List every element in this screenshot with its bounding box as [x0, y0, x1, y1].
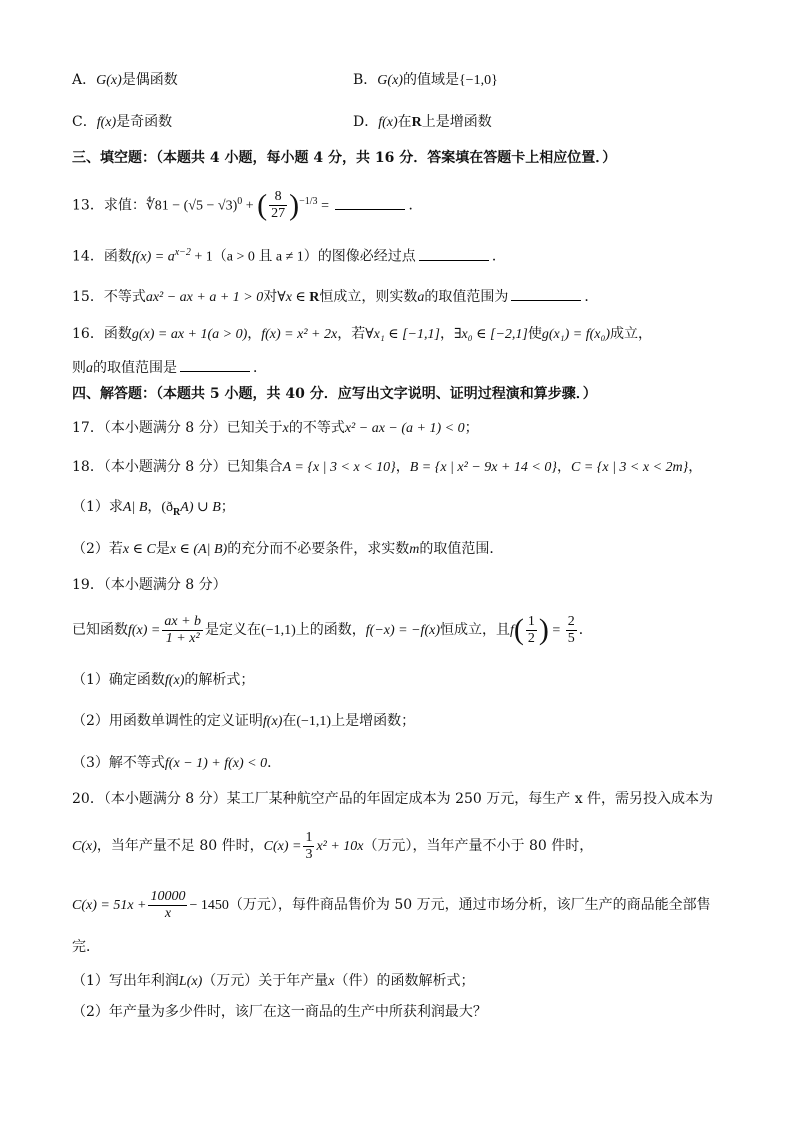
math-expr: f(−x) = −f(x): [365, 623, 440, 638]
math-expr: ∜81 − (√5 − √3): [145, 198, 238, 214]
exponent: −1/3: [299, 196, 318, 207]
choice-label: C．: [72, 114, 97, 130]
math-expr: + 1: [190, 249, 213, 265]
math-expr: f(x) = x² + 2x: [261, 327, 338, 342]
question-20-line3: C(x) = 51x + $\frac{10000}{x}$ − 1450（万元），每件商品售价为 50 万元，通过市场分析，该厂生产的商品能全部售: [72, 888, 711, 921]
question-number: 13．求值：: [72, 197, 146, 214]
variable: a: [86, 361, 93, 376]
question-text: 的图像必经过点: [317, 248, 416, 265]
math-expr: C(x): [72, 839, 97, 854]
math-expr: f(x): [378, 115, 398, 130]
math-expr: G(x): [96, 73, 122, 88]
math-expr: ∀x₁ ∈ [−1,1]: [365, 327, 440, 342]
fraction: $\frac{1}{2}$: [527, 613, 535, 646]
math-expr: g(x₁) = f(x₀): [541, 327, 610, 342]
answer-blank[interactable]: [180, 357, 250, 372]
choice-text: 在: [397, 114, 412, 130]
question-19-part2: （2）用函数单调性的定义证明f(x)在(−1,1)上是增函数；: [72, 713, 416, 729]
fraction: $\frac{8}{27}$: [271, 189, 286, 222]
question-number: 14．函数: [72, 248, 132, 265]
math-expr: x² − ax − (a + 1) < 0: [344, 421, 465, 436]
question-number: 18．（本小题满分 8 分）已知集合: [72, 459, 283, 475]
question-20-part1: （1）写出年利润L(x)（万元）关于年产量x（件）的函数解析式；: [72, 973, 475, 989]
math-expr: B = {x | x² − 9x + 14 < 0}: [409, 460, 557, 475]
math-expr: f: [509, 623, 514, 638]
part-label: （2）若: [72, 541, 123, 557]
question-19-part3: （3）解不等式f(x − 1) + f(x) < 0．: [72, 755, 282, 771]
math-expr: (ð: [161, 500, 174, 515]
choice-text: 是偶函数: [121, 72, 178, 88]
question-18-part2: （2）若x ∈ C是x ∈ (A| B)的充分而不必要条件，求实数m的取值范围．: [72, 541, 504, 557]
math-expr: A) ∪ B: [180, 500, 221, 515]
question-19-part1: （1）确定函数f(x)的解析式；: [72, 672, 255, 688]
part-label: （3）解不等式: [72, 755, 165, 771]
math-expr: g(x) = ax + 1(a > 0): [131, 327, 248, 342]
choice-d: [353, 112, 492, 133]
math-expr: x ∈ C: [122, 542, 156, 557]
math-expr: L(x): [178, 974, 203, 989]
choice-label: D．: [353, 114, 379, 130]
part-label: （1）写出年利润: [72, 973, 179, 989]
choice-a: [72, 70, 178, 91]
math-expr: f(x) = a: [131, 249, 175, 265]
fraction: $\frac{10000}{x}$: [150, 888, 186, 921]
question-18-part1: （1）求A| B，$(ð_RA)$ ∪ B；: [72, 499, 235, 518]
question-14: 14．函数$f(x) = a^{x-2} + 1(a > 0$ 且 a ≠ 1）的图像必经过点 ．: [72, 247, 506, 265]
math-expr: {−1,0}: [458, 73, 498, 88]
math-expr: ∀x ∈: [277, 290, 310, 305]
question-16-line1: 16．函数g(x) = ax + 1(a > 0)，f(x) = x² + 2x，若∀x₁ ∈ [−1,1]，∃x₀ ∈ [−2,1]使g(x₁) = f(x₀)成立，: [72, 326, 652, 342]
choice-text: 是奇函数: [116, 114, 173, 130]
answer-blank[interactable]: [419, 246, 489, 261]
choice-text: 的值域是: [402, 72, 459, 88]
question-16-line2: 则a的取值范围是 ．: [72, 357, 267, 379]
math-expr: x² + 10x: [316, 839, 364, 854]
math-expr: f(x) =: [128, 623, 161, 638]
fraction: $\frac{1}{3}$: [305, 829, 313, 862]
math-expr: G(x): [377, 73, 403, 88]
math-expr: A| B: [122, 500, 148, 515]
question-20-line4: 完．: [72, 939, 100, 955]
math-expr: f(x): [262, 714, 283, 729]
question-20-part2: [72, 1002, 487, 1022]
exponent: x−2: [174, 247, 191, 258]
question-number: 17．（本小题满分 8 分）已知关于: [72, 420, 283, 436]
exponent: 0: [237, 196, 243, 207]
math-expr: − 1450: [189, 898, 229, 913]
math-expr: f(x): [96, 115, 117, 130]
question-19-line1: 已知函数f(x) = $\frac{ax + b}{\text{1 + x²}}$ 是定义在(−1,1)上的函数，f(−x) = −f(x)恒成立，且f( $\frac{1}{2}$ ) = $\frac{2}{5}$ ．: [72, 613, 593, 646]
question-17: 17．（本小题满分 8 分）已知关于x的不等式x² − ax − (a + 1) < 0；: [72, 420, 479, 436]
part-label: （2）用函数单调性的定义证明: [72, 713, 263, 729]
fraction: $\frac{ax + b}{\text{1 + x²}}$: [164, 613, 202, 646]
fraction: $\frac{2}{5}$: [567, 613, 575, 646]
question-number: 16．函数: [72, 326, 132, 342]
section4-title: 四、解答题：（本题共 5 小题，共 40 分．应写出文字说明、证明过程演和算步骤．）: [72, 386, 597, 402]
math-op: +: [242, 198, 258, 214]
math-expr: f(x): [164, 673, 185, 688]
answer-blank[interactable]: [335, 195, 405, 210]
math-expr: (−1,1): [296, 714, 332, 729]
math-expr: C(x) = 51x +: [72, 898, 147, 913]
question-13: 13．求值：∜81 − $(√5 - √3)^0$ + ( $\frac{8}{27}$ )$^{-1/3}$ = ．: [72, 188, 423, 222]
part-label: （2）年产量为多少件时，该厂在这一商品的生产中所获利润最大？: [72, 1004, 487, 1020]
real-set-symbol: R: [309, 290, 320, 305]
question-18-line1: 18．（本小题满分 8 分）已知集合A = {x | 3 < x < 10}，B = {x | x² − 9x + 14 < 0}，C = {x | 3 < x < 2m}，: [72, 459, 703, 475]
choice-label: B．: [353, 72, 378, 88]
math-expr: x ∈ (A| B): [169, 542, 228, 557]
choice-text: 上是增函数: [421, 114, 492, 130]
math-expr: C = {x | 3 < x < 2m}: [570, 460, 689, 475]
part-label: （1）求: [72, 499, 123, 515]
variable: x: [282, 421, 289, 436]
math-expr: f(x − 1) + f(x) < 0: [164, 756, 268, 771]
question-15: 15．不等式ax² − ax + a + 1 > 0对∀x ∈ R恒成立，则实数a的取值范围为 ．: [72, 286, 598, 308]
variable: a: [417, 290, 425, 305]
math-expr: ∃x₀ ∈ [−2,1]: [453, 327, 528, 342]
math-expr: A = {x | 3 < x < 10}: [282, 460, 396, 475]
math-expr: (−1,1): [261, 623, 296, 638]
part-label: （1）确定函数: [72, 672, 165, 688]
question-number: 15．不等式: [72, 289, 146, 305]
real-set-symbol: R: [411, 115, 422, 130]
question-19-head: 19．（本小题满分 8 分）: [72, 577, 227, 593]
answer-blank[interactable]: [511, 286, 581, 301]
choice-b: [353, 70, 498, 91]
variable: m: [409, 542, 420, 557]
math-expr: C(x) =: [263, 839, 302, 854]
variable: x: [328, 974, 335, 989]
question-20-line1: 20．（本小题满分 8 分）某工厂某种航空产品的年固定成本为 250 万元，每生产 x 件，需另投入成本为: [72, 791, 714, 807]
section3-title: 三、填空题：（本题共 4 小题，每小题 4 分，共 16 分．答案填在答题卡上相应位置．）: [72, 150, 617, 166]
condition: （a > 0 且 a ≠ 1）: [212, 249, 318, 265]
choice-label: A．: [72, 72, 97, 88]
choice-c: [72, 112, 172, 133]
math-op: =: [317, 198, 333, 214]
math-expr: ax² − ax + a + 1 > 0: [145, 290, 264, 305]
question-20-line2: C(x)，当年产量不足 80 件时，C(x) = $\frac{1}{3}$ x² + 10x（万元），当年产量不小于 80 件时，: [72, 829, 594, 862]
